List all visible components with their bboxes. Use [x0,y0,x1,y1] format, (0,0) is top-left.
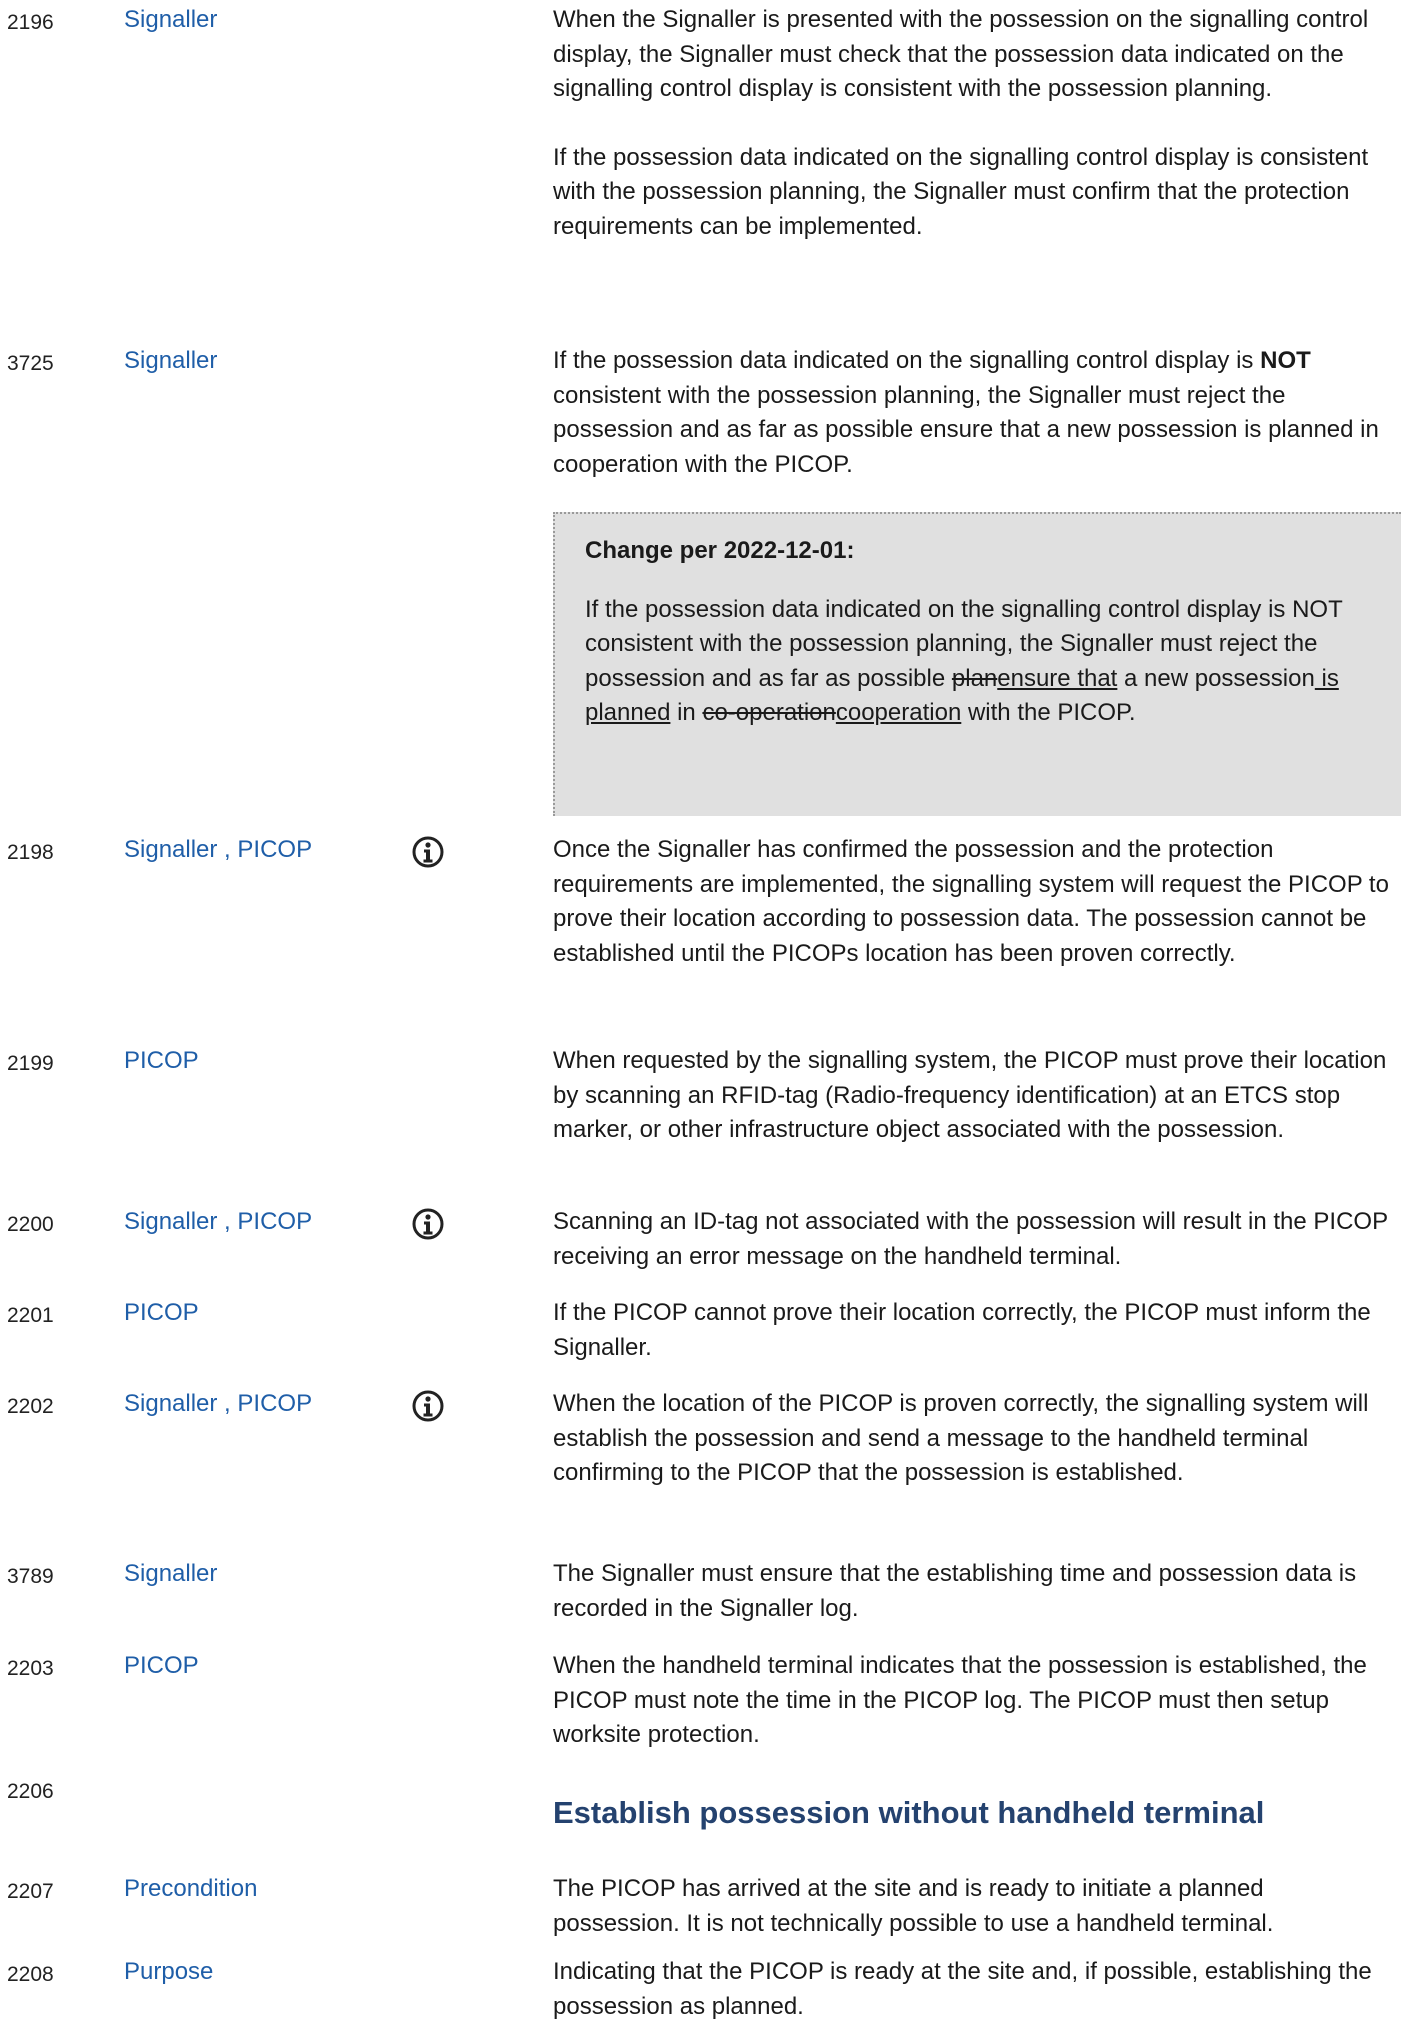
role-links [124,1205,312,1239]
requirement-id: 2201 [7,1304,54,1327]
requirement-paragraph: If the possession data indicated on the signalling control display is consistent with the possession planning, the Signaller must confirm that the protection requirements can be implemented. [553,143,1369,240]
role-link-signaller[interactable]: Signaller [124,1560,218,1587]
info-circle-icon[interactable] [412,1208,444,1240]
requirement-id: 2196 [7,11,54,34]
change-notice-title: Change per 2022-12-01: [585,537,855,564]
requirement-id: 3725 [7,352,54,375]
requirement-id: 2206 [7,1780,54,1803]
requirement-text: When requested by the signalling system, the PICOP must prove their location by scanning an RFID-tag (Radio-frequency identification) at an ETCS stop marker, or other infrastructure object associated with the possession. [553,1047,1387,1143]
requirement-id: 2198 [7,841,54,864]
role-link-picop[interactable]: PICOP [124,1047,199,1074]
requirement-text: The Signaller must ensure that the establishing time and possession data is recorded in the Signaller log. [553,1560,1357,1622]
requirement-id: 2202 [7,1395,54,1418]
requirement-paragraph: When the Signaller is presented with the possession on the signalling control display, the Signaller must check that the possession data indicated on the signalling control display is consistent with the possession planning. [553,6,1369,102]
role-link-signaller[interactable]: Signaller [124,347,218,374]
role-link-picop[interactable]: PICOP [124,1652,199,1679]
text-emphasis: NOT [1260,347,1311,374]
requirement-text: Scanning an ID-tag not associated with the possession will result in the PICOP receiving an error message on the handheld terminal. [553,1208,1388,1270]
inserted-text: is planned [585,664,1339,726]
role-link-signaller[interactable]: Signaller [124,6,218,33]
requirement-text: When the handheld terminal indicates that the possession is established, the PICOP must note the time in the PICOP log. The PICOP must then setup worksite protection. [553,1652,1367,1748]
requirement-text: If the PICOP cannot prove their location correctly, the PICOP must inform the Signaller. [553,1299,1371,1361]
role-link-purpose[interactable]: Purpose [124,1958,214,1985]
requirement-text: Once the Signaller has confirmed the possession and the protection requirements are implemented, the signalling system will request the PICOP to prove their location according to possession data. The possession cannot be established until the PICOPs location has been proven correctly. [553,836,1389,967]
role-link-signaller[interactable]: Signaller [124,1208,218,1235]
requirement-id: 2207 [7,1880,54,1903]
deleted-text: co-operation [702,699,836,726]
change-notice [553,512,1401,816]
text-segment: consistent with the possession planning, the Signaller must reject the possession and as far as possible ensure that a new possession is planned in cooperation with the PICOP. [553,381,1379,478]
role-links [124,833,312,867]
requirement-id: 3789 [7,1565,54,1588]
requirement-id: 2200 [7,1213,54,1236]
role-link-picop[interactable]: PICOP [124,1299,199,1326]
requirement-text [553,3,1391,244]
role-link-picop[interactable]: PICOP [237,836,313,863]
role-link-precondition[interactable]: Precondition [124,1875,258,1902]
requirement-text: When the location of the PICOP is proven correctly, the signalling system will establish the possession and send a message to the handheld terminal confirming to the PICOP that the possession is established. [553,1390,1369,1486]
change-notice-text: If the possession data indicated on the signalling control display is NOT consistent with the possession planning, the Signaller must reject the possession and as far as possible planensure that a new possession is planned in co-operationcooperation with the PICOP. [585,595,1343,726]
inserted-text: cooperation [835,699,962,726]
deleted-text: plan [951,664,998,692]
role-link-signaller[interactable]: Signaller [124,836,218,863]
inserted-text: ensure that [997,664,1118,692]
info-circle-icon[interactable] [412,836,444,868]
requirement-id: 2203 [7,1657,54,1680]
role-link-picop[interactable]: PICOP [237,1390,313,1417]
requirement-text: Indicating that the PICOP is ready at the site and, if possible, establishing the possession as planned. [553,1958,1372,2020]
requirement-id: 2208 [7,1963,54,1986]
requirement-text: The PICOP has arrived at the site and is ready to initiate a planned possession. It is not technically possible to use a handheld terminal. [553,1875,1274,1937]
requirement-text [553,344,1391,482]
role-link-picop[interactable]: PICOP [237,1208,313,1235]
info-circle-icon[interactable] [412,1390,444,1422]
role-links [124,1387,312,1421]
role-link-signaller[interactable]: Signaller [124,1390,218,1417]
text-segment: If the possession data indicated on the signalling control display is [553,347,1261,374]
role-separator: , [217,836,238,863]
section-heading: Establish possession without handheld terminal [553,1795,1265,1830]
role-separator: , [217,1390,238,1417]
requirement-id: 2199 [7,1052,54,1075]
role-separator: , [217,1208,238,1235]
